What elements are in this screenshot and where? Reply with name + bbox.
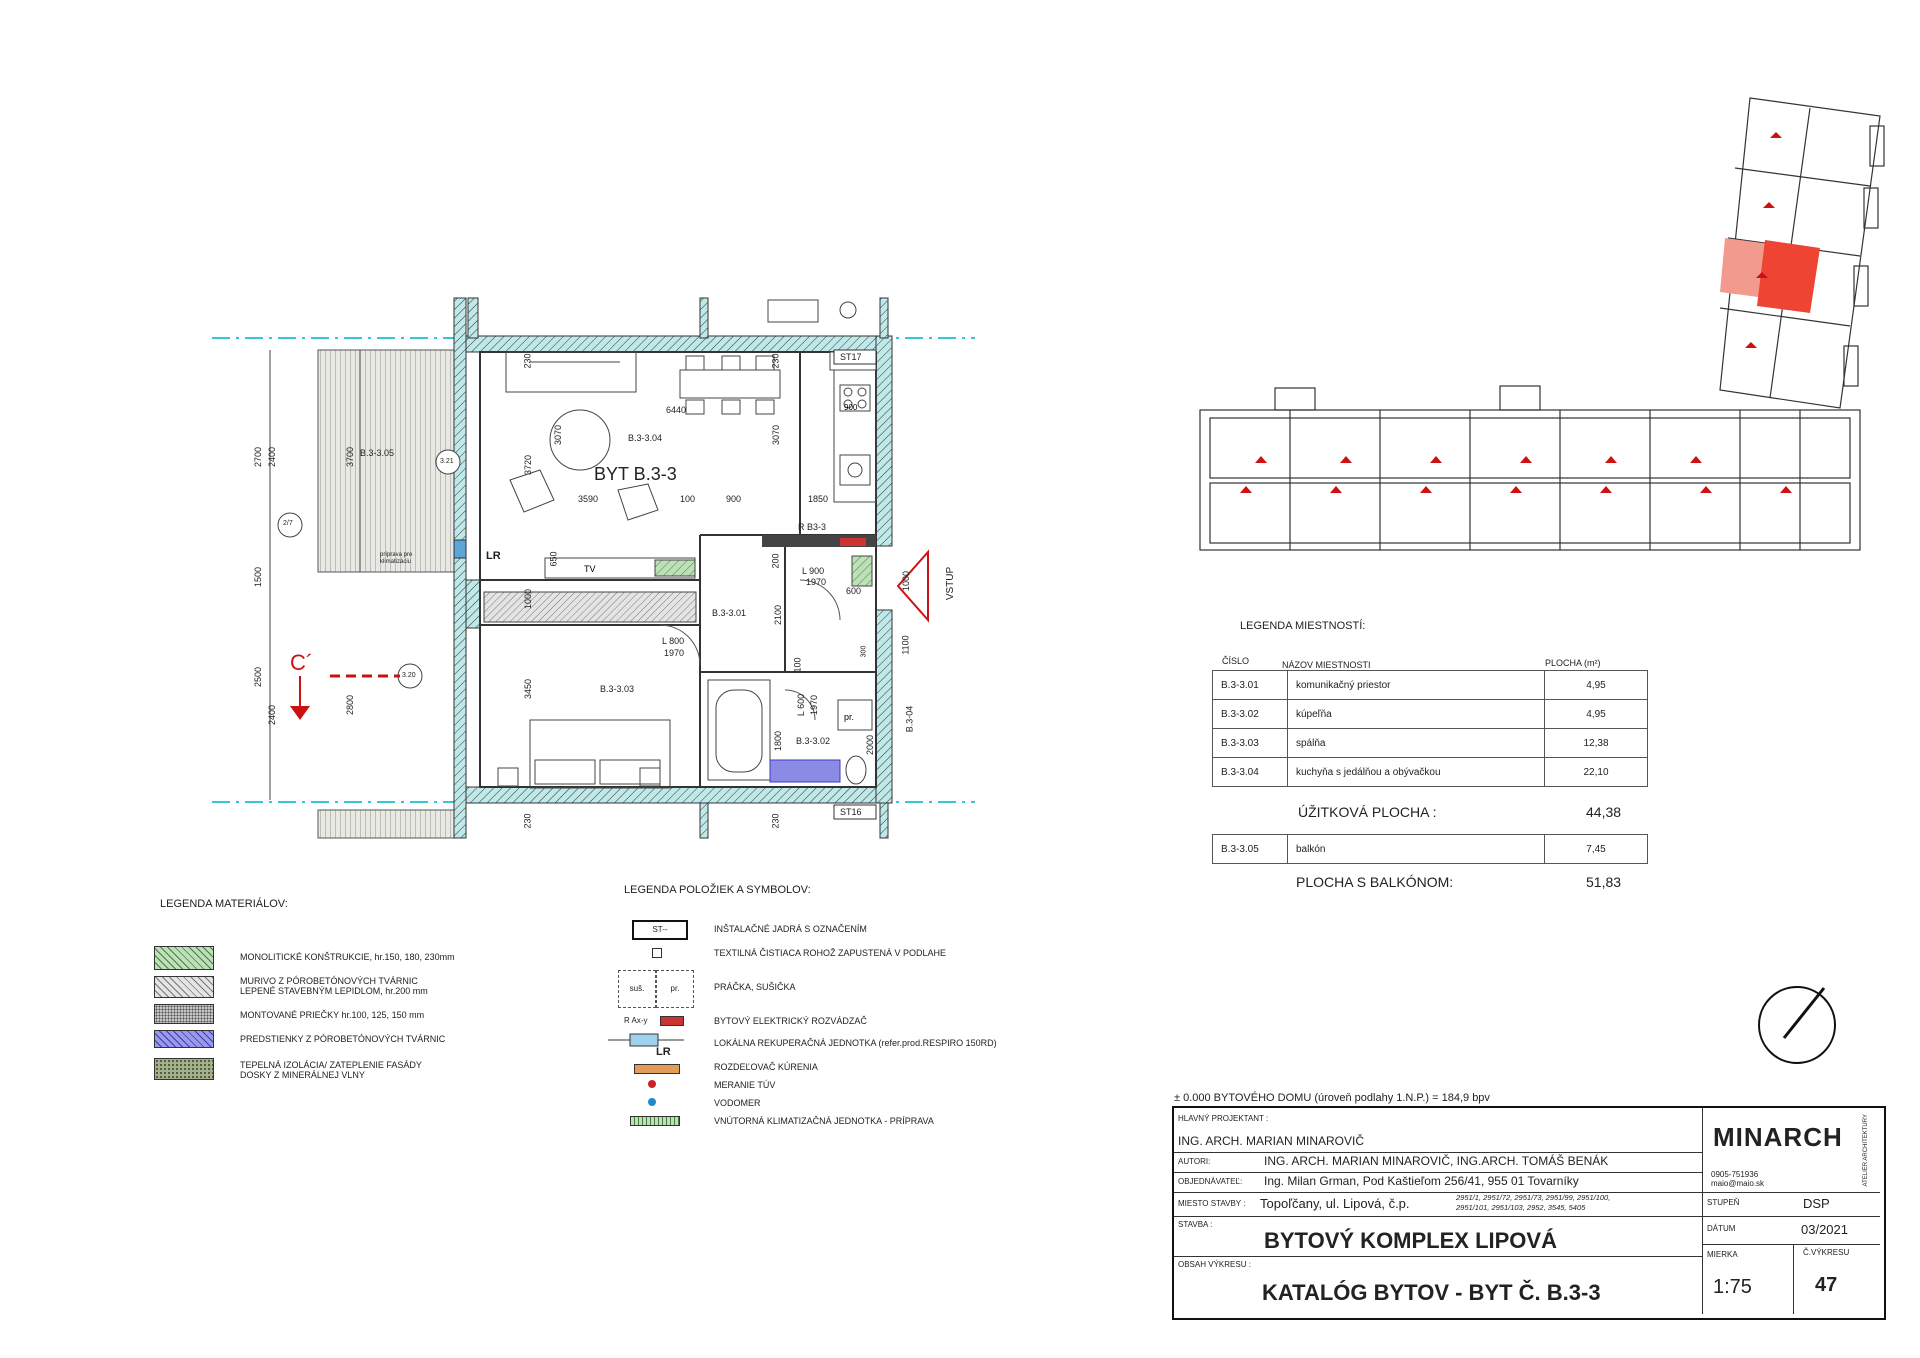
symbol-label-washer: PRÁČKA, SUŠIČKA (714, 982, 796, 992)
company-logo: MINARCH (1713, 1122, 1843, 1152)
symbol-label-water: VODOMER (714, 1098, 761, 1108)
wall-south (466, 787, 892, 803)
title-block (1172, 1106, 1886, 1320)
dim-230-b: 230 (770, 353, 781, 369)
company-email: maio@maio.sk (1711, 1179, 1765, 1188)
tb-authors-value: ING. ARCH. MARIAN MINAROVIČ, ING.ARCH. TOMÁŠ BENÁK (1264, 1154, 1609, 1168)
dryer-symbol-icon: pr. (656, 970, 694, 1008)
symbol-label-ac: VNÚTORNÁ KLIMATIZAČNÁ JEDNOTKA - PRÍPRAVA (714, 1116, 934, 1126)
balcony-deck-lower (318, 810, 454, 838)
wall-stub-s (700, 803, 708, 838)
balcony-deck (318, 350, 454, 572)
wall-stub-se (880, 803, 888, 838)
wall-east-lower (876, 610, 892, 803)
cell-area: 22,10 (1545, 758, 1648, 787)
dim-2400-b: 2400 (267, 704, 278, 726)
material-label-insulation-1: TEPELNÁ IZOLÁCIA/ ZATEPLENIE FASÁDY (240, 1060, 422, 1070)
tb-client-label: OBJEDNÁVATEĽ: (1178, 1177, 1243, 1186)
tb-row-client (1174, 1172, 1702, 1193)
cell-area: 4,95 (1545, 671, 1648, 700)
wardrobe (484, 592, 696, 622)
table-row (1213, 700, 1648, 729)
mat-symbol-icon (652, 948, 662, 958)
section-ref: B.3-04 (904, 705, 915, 733)
dim-6440: 6440 (666, 405, 687, 415)
dim-2100: 2100 (773, 604, 784, 626)
dim-3070-b: 3070 (771, 424, 782, 446)
cell-name: komunikačný priestor (1288, 671, 1545, 700)
dim-900: 900 (726, 494, 742, 504)
symbols-legend-title: LEGENDA POLOŽIEK A SYMBOLOV: (624, 884, 811, 896)
section-label: C´ (290, 650, 314, 675)
dim-3590: 3590 (578, 494, 599, 504)
ac-unit-icon (630, 1116, 680, 1126)
cell-number: B.3-3.05 (1213, 835, 1288, 864)
dim-1000-b: 1000 (523, 588, 534, 610)
tb-content-label: OBSAH VÝKRESU : (1178, 1260, 1251, 1269)
dim-3450: 3450 (523, 678, 534, 700)
door-1970-a: 1970 (806, 577, 827, 587)
tb-client-value: Ing. Milan Grman, Pod Kaštieľom 256/41, 955 01 Tovarníky (1264, 1174, 1579, 1188)
dim-650: 650 (548, 551, 559, 567)
room-label-01: B.3-3.01 (712, 608, 747, 618)
symbol-label-mat: TEXTILNÁ ČISTIACA ROHOŽ ZAPUSTENÁ V PODLAHE (714, 948, 947, 958)
room-label-05: B.3-3.05 (360, 448, 395, 458)
material-label-concrete: MONOLITICKÉ KONŠTRUKCIE, hr.150, 180, 230mm (240, 952, 455, 962)
dim-1800: 1800 (773, 730, 784, 752)
tb-date (1703, 1216, 1880, 1245)
hot-water-meter-icon (648, 1080, 656, 1088)
grid-label-b: 2/7 (283, 520, 293, 527)
materials-legend-title: LEGENDA MATERIÁLOV: (160, 898, 288, 910)
dim-1850: 1850 (808, 494, 829, 504)
symbol-label-heating: ROZDEĽOVAČ KÚRENIA (714, 1062, 818, 1072)
dim-600: 600 (846, 586, 862, 596)
material-swatch-partition (154, 1004, 214, 1024)
entrance-label: VSTUP (945, 566, 957, 601)
cell-number: B.3-3.02 (1213, 700, 1288, 729)
material-swatch-masonry (154, 976, 214, 998)
table-row (1213, 671, 1648, 700)
tb-lead-value: ING. ARCH. MARIAN MINAROVIČ (1178, 1134, 1365, 1148)
wall-west (454, 298, 466, 838)
tb-stage-label: STUPEŇ (1707, 1198, 1740, 1207)
level-note: ± 0.000 BYTOVÉHO DOMU (úroveň podlahy 1.N.P.) = 184,9 bpv (1174, 1092, 1490, 1104)
key-plan (1180, 88, 1900, 588)
table-row (1213, 835, 1648, 864)
total-area-value: 51,83 (1586, 874, 1622, 890)
shaft-symbol-icon: ST-- (632, 920, 688, 940)
door-1970-b: 1970 (664, 648, 685, 658)
tb-row-authors (1174, 1152, 1702, 1173)
wall-stub-n (700, 298, 708, 338)
tb-stage (1703, 1192, 1880, 1217)
dim-2400-a: 2400 (267, 446, 278, 468)
room-label-03: B.3-3.03 (600, 684, 635, 694)
room-label-04: B.3-3.04 (628, 433, 663, 443)
tb-sheet-value: 47 (1815, 1274, 1838, 1296)
dim-230-a: 230 (522, 353, 533, 369)
door-l900: L 900 (802, 566, 825, 576)
grid-label-d: 3.20 (402, 672, 416, 679)
symbol-label-shaft: INŠTALAČNÉ JADRÁ S OZNAČENÍM (714, 924, 867, 934)
total-area-label: PLOCHA S BALKÓNOM: (1296, 874, 1454, 890)
wall-stub-nw (468, 298, 478, 338)
dim-3070-a: 3070 (553, 424, 564, 446)
washer-symbol-icon: suš. (618, 970, 656, 1008)
radiator-label: 300 (860, 645, 868, 658)
symbol-label-recuperation: LOKÁLNA REKUPERAČNÁ JEDNOTKA (refer.prod.RESPIRO 150RD) (714, 1038, 997, 1048)
cell-name: balkón (1288, 835, 1545, 864)
bed (498, 720, 670, 788)
cell-name: spálňa (1288, 729, 1545, 758)
north-arrow-icon (1752, 980, 1842, 1070)
dim-2000: 2000 (865, 734, 876, 756)
tb-building-value: BYTOVÝ KOMPLEX LIPOVÁ (1264, 1228, 1557, 1253)
dim-230-d: 230 (770, 813, 781, 829)
symbol-label-electric: BYTOVÝ ELEKTRICKÝ ROZVÁDZAČ (714, 1016, 867, 1026)
electric-box-red (840, 538, 866, 546)
material-swatch-insulation (154, 1058, 214, 1080)
dim-100: 100 (680, 494, 696, 504)
cell-name: kuchyňa s jedálňou a obývačkou (1288, 758, 1545, 787)
heating-manifold-icon (634, 1064, 680, 1074)
shaft-label-st16: ST16 (840, 807, 862, 817)
tb-row-building (1174, 1216, 1702, 1257)
material-swatch-predstienky (154, 1030, 214, 1048)
tb-scale-label: MIERKA (1707, 1250, 1738, 1259)
tb-site-value: Topoľčany, ul. Lipová, č.p. (1260, 1196, 1410, 1211)
dim-2800: 2800 (345, 694, 356, 716)
dim-230-c: 230 (522, 813, 533, 829)
room-legend-title: LEGENDA MIESTNOSTÍ: (1240, 620, 1366, 632)
tb-authors-label: AUTORI: (1178, 1157, 1211, 1166)
tb-content-value: KATALÓG BYTOV - BYT Č. B.3-3 (1262, 1280, 1601, 1305)
material-label-partition: MONTOVANÉ PRIEČKY hr.100, 125, 150 mm (240, 1010, 425, 1020)
grid-label-c: 3.21 (440, 458, 454, 465)
balcony-table (1212, 834, 1648, 864)
tb-lead-label: HLAVNÝ PROJEKTANT : (1178, 1114, 1269, 1123)
door-l800: L 800 (662, 636, 685, 646)
door-l600: L 600 (796, 693, 807, 717)
tb-site-parcels-1: 2951/1, 2951/72, 2951/73, 2951/99, 2951/100, (1456, 1193, 1611, 1202)
electric-box-icon (660, 1016, 684, 1026)
cell-number: B.3-3.04 (1213, 758, 1288, 787)
table-row (1213, 758, 1648, 787)
recuperation-unit (454, 540, 466, 558)
electric-box-label: R B3-3 (798, 522, 827, 532)
tb-row-site (1174, 1192, 1702, 1217)
tb-building-label: STAVBA : (1178, 1220, 1213, 1229)
cell-number: B.3-3.01 (1213, 671, 1288, 700)
material-label-predstienky: PREDSTIENKY Z PÓROBETÓNOVÝCH TVÁRNIC (240, 1034, 446, 1044)
room-legend-col-name: NÁZOV MIESTNOSTI (1282, 660, 1371, 670)
electric-symbol-text: R Ax-y (624, 1016, 648, 1025)
table-row (1213, 729, 1648, 758)
cell-name: kúpeľňa (1288, 700, 1545, 729)
dim-1100: 1100 (900, 635, 911, 655)
tb-row-content (1174, 1256, 1702, 1314)
lr-label: LR (486, 550, 501, 562)
wall-north (466, 336, 892, 352)
tb-row-lead (1174, 1108, 1702, 1153)
material-swatch-concrete (154, 946, 214, 970)
usable-area-label: ÚŽITKOVÁ PLOCHA : (1298, 804, 1437, 820)
dishwasher-label: 900 (844, 403, 858, 412)
dim-1000: 1000 (901, 570, 912, 592)
tb-site-label: MIESTO STAVBY : (1178, 1199, 1246, 1208)
company-logo-side: ATELIÉR ARCHITEKTÚRY (1863, 1114, 1869, 1187)
symbol-label-hot-water: MERANIE TÚV (714, 1080, 776, 1090)
material-label-masonry-1: MURIVO Z PÓROBETÓNOVÝCH TVÁRNIC (240, 976, 418, 986)
tb-stage-value: DSP (1803, 1196, 1830, 1211)
dim-3700: 3700 (345, 446, 356, 468)
cell-area: 7,45 (1545, 835, 1648, 864)
wall-east-upper (876, 336, 892, 546)
lr-symbol-label: LR (656, 1046, 671, 1058)
company-phone: 0905-751936 (1711, 1170, 1759, 1179)
tb-date-value: 03/2021 (1801, 1222, 1848, 1237)
tv-label: TV (584, 564, 596, 574)
dim-200: 200 (770, 553, 781, 569)
tb-sheet-label: Č.VÝKRESU (1803, 1248, 1850, 1257)
dim-100-b: 100 (792, 657, 803, 673)
apartment-label: BYT B.3-3 (594, 464, 677, 484)
tb-date-label: DÁTUM (1707, 1224, 1736, 1233)
klima-note: príprava pre klimatizáciu (380, 552, 413, 565)
room-legend-col-area: PLOCHA (m²) (1545, 658, 1601, 668)
cell-area: 4,95 (1545, 700, 1648, 729)
room-legend-table (1212, 670, 1648, 787)
material-label-insulation-2: DOSKY Z MINERÁLNEJ VLNY (240, 1070, 365, 1080)
dim-1500: 1500 (253, 566, 264, 588)
tb-site-parcels-2: 2951/101, 2951/103, 2952, 3545, 5405 (1456, 1203, 1586, 1212)
dining-table (680, 356, 780, 414)
tb-scale-sheet (1703, 1244, 1880, 1314)
cell-number: B.3-3.03 (1213, 729, 1288, 758)
cell-area: 12,38 (1545, 729, 1648, 758)
dim-2700: 2700 (253, 446, 264, 468)
wall-stub-ne (880, 298, 888, 338)
dim-2500: 2500 (253, 666, 264, 688)
door-1970-c: 1970 (809, 694, 820, 716)
dryer-label: pr. (844, 712, 855, 722)
dim-3720: 3720 (523, 454, 534, 476)
tb-logo-area (1703, 1108, 1880, 1193)
shaft-label-st17: ST17 (840, 352, 862, 362)
material-label-masonry-2: LEPENÉ STAVEBNÝM LEPIDLOM, hr.200 mm (240, 986, 428, 996)
room-label-02: B.3-3.02 (796, 736, 831, 746)
room-legend-col-number: ČÍSLO (1222, 656, 1250, 666)
tb-scale-value: 1:75 (1713, 1276, 1752, 1298)
water-meter-icon (648, 1098, 656, 1106)
kitchen (830, 352, 876, 502)
recuperation-icon (606, 1030, 686, 1060)
usable-area-value: 44,38 (1586, 804, 1622, 820)
wall-west-mid (466, 580, 480, 628)
